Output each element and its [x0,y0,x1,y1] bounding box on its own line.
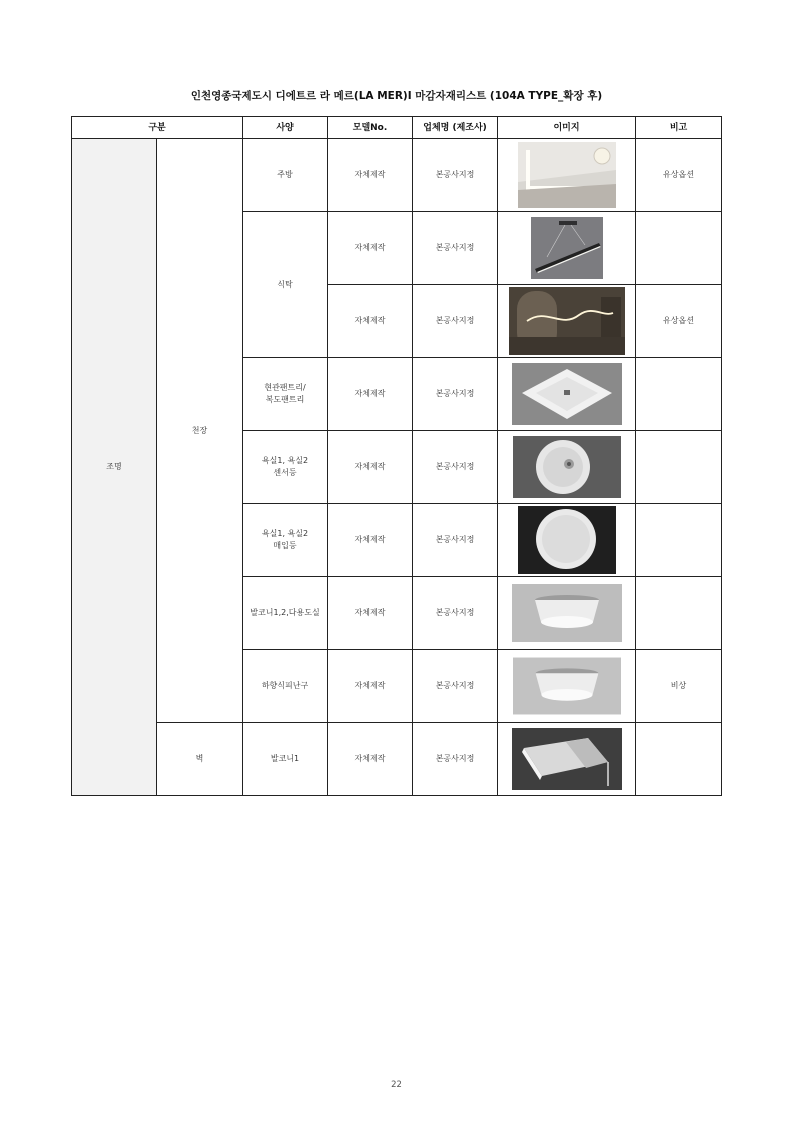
header-category: 구분 [72,117,243,139]
note-cell [636,358,722,431]
maker-cell: 본공사지정 [413,358,498,431]
wave-pendant-light-photo [509,287,625,355]
spec-cell: 식탁 [243,212,328,358]
maker-cell: 본공사지정 [413,577,498,650]
maker-cell: 본공사지정 [413,212,498,285]
spec-cell: 주방 [243,139,328,212]
model-cell: 자체제작 [328,285,413,358]
model-cell: 자체제작 [328,723,413,796]
pendant-bar-light-photo [531,217,603,279]
model-cell: 자체제작 [328,650,413,723]
group-lighting: 조명 [72,139,157,796]
spec-cell [243,504,328,577]
spec-cell [243,431,328,504]
table-row [72,723,722,796]
header-maker: 업체명 (제조사) [413,117,498,139]
note-cell [636,577,722,650]
model-cell: 자체제작 [328,212,413,285]
maker-cell: 본공사지정 [413,504,498,577]
note-cell [636,723,722,796]
model-cell: 자체제작 [328,139,413,212]
spec-cell: 발코니1 [243,723,328,796]
note-cell: 유상옵션 [636,139,722,212]
table-row [72,139,722,212]
kitchen-linear-light-photo [518,142,616,208]
model-cell: 자체제작 [328,431,413,504]
note-cell [636,431,722,504]
image-cell [498,650,636,723]
subgroup-ceiling: 천장 [157,139,243,723]
document-title: 인천영종국제도시 디에트르 라 메르(LA MER)Ⅰ 마감자재리스트 (104A TYPE_확장 후) [190,90,603,102]
note-cell [636,504,722,577]
recessed-round-light-photo [518,506,616,574]
header-note: 비고 [636,117,722,139]
spec-label: 욕실1, 욕실2 센서등 [261,456,309,477]
maker-cell: 본공사지정 [413,431,498,504]
spec-label: 욕실1, 욕실2 매입등 [261,529,309,550]
header-model: 모델No. [328,117,413,139]
image-cell [498,212,636,285]
image-cell [498,504,636,577]
model-cell: 자체제작 [328,504,413,577]
maker-cell: 본공사지정 [413,650,498,723]
dome-ceiling-light-photo [513,657,621,715]
spec-cell: 하향식피난구 [243,650,328,723]
maker-cell: 본공사지정 [413,723,498,796]
header-image: 이미지 [498,117,636,139]
image-cell [498,358,636,431]
maker-cell: 본공사지정 [413,139,498,212]
wall-bracket-light-photo [512,728,622,790]
spec-cell: 발코니1,2,다용도실 [243,577,328,650]
image-cell [498,577,636,650]
sensor-round-light-photo [513,436,621,498]
image-cell [498,723,636,796]
note-cell [636,212,722,285]
model-cell: 자체제작 [328,358,413,431]
note-cell: 비상 [636,650,722,723]
material-list-table [71,116,722,796]
header-spec: 사양 [243,117,328,139]
subgroup-wall: 벽 [157,723,243,796]
square-ceiling-light-photo [512,363,622,425]
note-cell: 유상옵션 [636,285,722,358]
maker-cell: 본공사지정 [413,285,498,358]
page-number: 22 [391,1080,402,1090]
image-cell [498,431,636,504]
image-cell [498,139,636,212]
spec-label: 현관팬트리/ 복도팬트리 [264,383,306,404]
model-cell: 자체제작 [328,577,413,650]
table-header-row [72,117,722,139]
image-cell [498,285,636,358]
dome-ceiling-light-photo [512,584,622,642]
spec-cell [243,358,328,431]
